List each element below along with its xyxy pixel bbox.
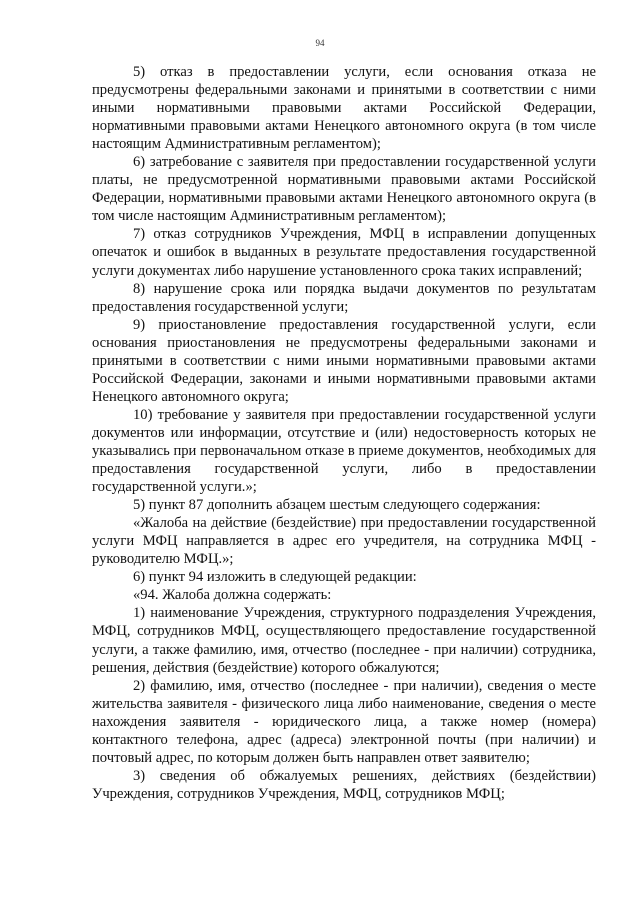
paragraph-item-6-fee-demand: 6) затребование с заявителя при предоставлении государственной услуги платы, не предусмотренной нормативными правовыми актами Российской Федерации, нормативными правовыми актами Ненецкого автономного округа (в том числе настоящим Административным регламентом); bbox=[92, 154, 596, 225]
paragraph-item-5-refusal: 5) отказ в предоставлении услуги, если основания отказа не предусмотрены федеральными законами и принятыми в соответствии с ними иными нормативными правовыми актами Российской Федерации, нормативными правовыми актами Ненецкого автономного округа (в том числе настоящим Административным регламентом); bbox=[92, 64, 596, 153]
paragraph-point-94-heading: «94. Жалоба должна содержать: bbox=[133, 587, 332, 604]
paragraph-complaint-mfc: «Жалоба на действие (бездействие) при предоставлении государственной услуги МФЦ направляется в адрес его учредителя, на сотрудника МФЦ - руководителю МФЦ.»; bbox=[92, 515, 596, 568]
paragraph-complaint-item-3: 3) сведения об обжалуемых решениях, действиях (бездействии) Учреждения, сотрудников Учреждения, МФЦ, сотрудников МФЦ; bbox=[92, 767, 596, 802]
paragraph-complaint-item-2: 2) фамилию, имя, отчество (последнее - при наличии), сведения о месте жительства заявителя - физического лица либо наименование, сведения о месте нахождения заявителя - юридического лица, а также номер (номера) контактного телефона, адрес (адреса) электронной почты (при наличии) и почтовый адрес, по которым должен быть направлен ответ заявителю; bbox=[92, 677, 596, 766]
paragraph-item-9-suspension: 9) приостановление предоставления государственной услуги, если основания приостановления не предусмотрены федеральными законами и принятыми в соответствии с ними иными нормативными правовыми актами Российской Федерации, законами и иными нормативными правовыми актами Ненецкого автономного округа; bbox=[92, 316, 596, 405]
paragraph-item-8-deadline-violation: 8) нарушение срока или порядка выдачи документов по результатам предоставления государственной услуги; bbox=[92, 280, 596, 315]
paragraph-amend-point-87: 5) пункт 87 дополнить абзацем шестым следующего содержания: bbox=[133, 497, 541, 514]
document-body bbox=[92, 63, 596, 803]
page-number: 94 bbox=[315, 38, 325, 48]
paragraph-item-10-document-demand: 10) требование у заявителя при предоставлении государственной услуги документов или информации, отсутствие и (или) недостоверность которых не указывались при первоначальном отказе в приеме документов, необходимых для предоставления государственной услуги, либо в предоставлении государственной услуги.»; bbox=[92, 406, 596, 496]
paragraph-complaint-item-1: 1) наименование Учреждения, структурного подразделения Учреждения, МФЦ, сотрудников МФЦ, осуществляющего предоставление государственной услуги, а также фамилию, имя, отчество (последнее - при наличии) сотрудника, решения, действия (бездействие) которого обжалуются; bbox=[92, 605, 596, 676]
paragraph-amend-point-94: 6) пункт 94 изложить в следующей редакции: bbox=[133, 569, 417, 586]
paragraph-item-7-correction-refusal: 7) отказ сотрудников Учреждения, МФЦ в исправлении допущенных опечаток и ошибок в выданных в результате предоставления государственной услуги документах либо нарушение установленного срока таких исправлений; bbox=[92, 226, 596, 279]
